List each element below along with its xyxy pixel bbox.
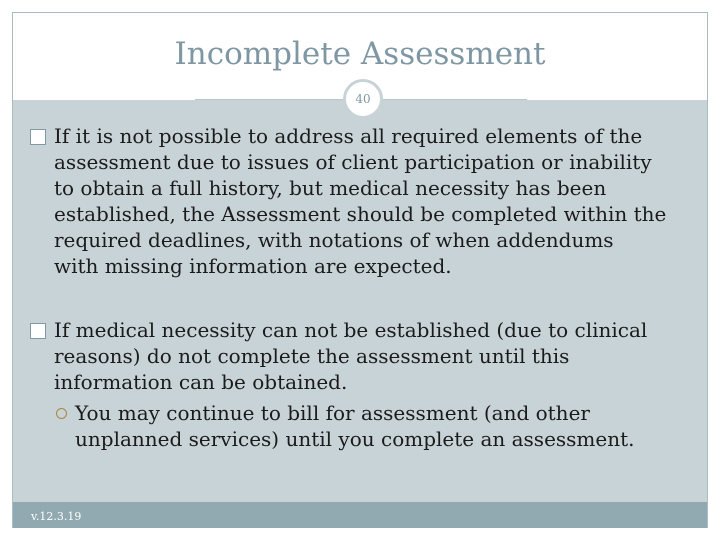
bullet-2-line-1: If medical necessity can not be established (due to clinical	[54, 318, 648, 342]
sub-bullet-line-2: unplanned services) until you complete an assessment.	[75, 427, 635, 451]
page-number-badge	[343, 79, 383, 119]
title-divider-left	[195, 99, 343, 100]
square-bullet-icon	[30, 323, 46, 339]
footer-bar	[13, 502, 707, 528]
square-bullet-icon	[30, 129, 46, 145]
ring-bullet-icon	[56, 408, 67, 419]
sub-bullet-line-1: You may continue to bill for assessment (and other	[75, 401, 590, 425]
bullet-1-line-6: with missing information are expected.	[54, 254, 452, 278]
bullet-2-line-2: reasons) do not complete the assessment until this	[54, 344, 570, 368]
page-number: 40	[355, 92, 371, 106]
title-divider-right	[383, 99, 527, 100]
bullet-2-line-3: information can be obtained.	[54, 370, 348, 394]
bullet-1-line-2: assessment due to issues of client participation or inability	[54, 150, 652, 174]
slide-title: Incomplete Assessment	[174, 36, 546, 72]
version-label: v.12.3.19	[31, 510, 82, 523]
bullet-1-line-1: If it is not possible to address all required elements of the	[54, 124, 643, 148]
bullet-1-line-3: to obtain a full history, but medical necessity has been	[54, 176, 607, 200]
bullet-1-line-5: required deadlines, with notations of when addendums	[54, 228, 614, 252]
bullet-1-line-4: established, the Assessment should be completed within the	[54, 202, 667, 226]
